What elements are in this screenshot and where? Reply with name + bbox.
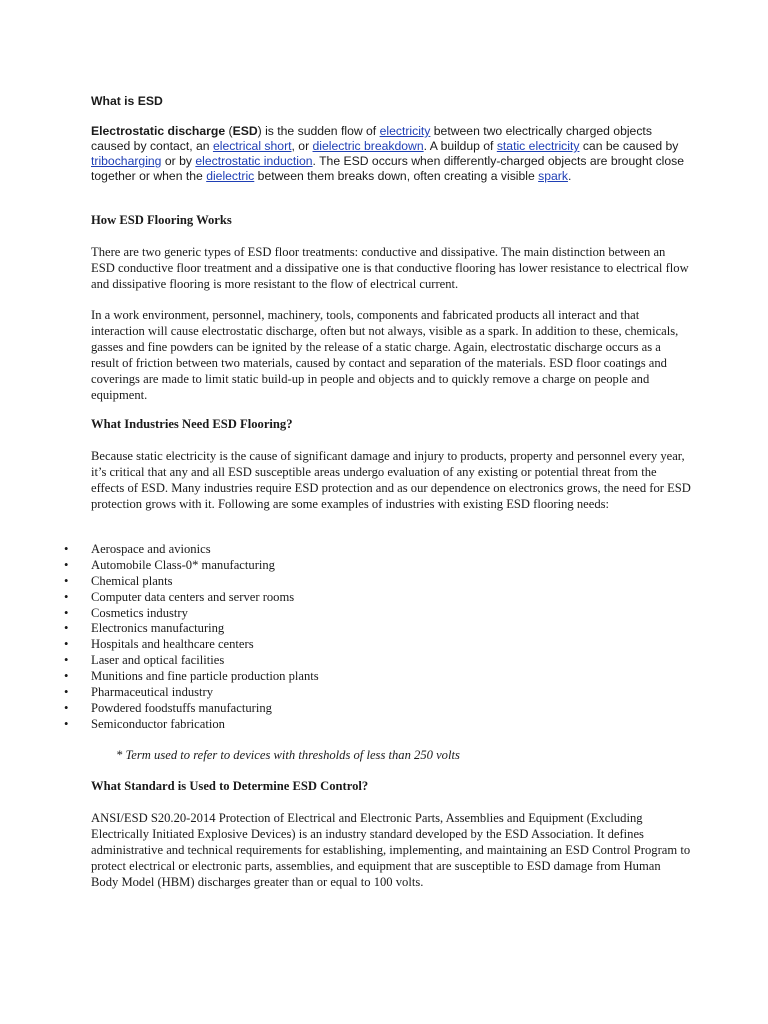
list-item-label: Automobile Class-0* manufacturing	[91, 557, 275, 572]
list-item-label: Cosmetics industry	[91, 605, 188, 620]
list-item	[0, 684, 319, 700]
text-span: (	[225, 124, 233, 138]
link-spark[interactable]: spark	[538, 169, 568, 183]
term-esd: ESD	[232, 124, 258, 138]
text-span: ) is the sudden flow of	[257, 124, 380, 138]
bullet: •	[64, 573, 69, 588]
list-item-label: Powdered foodstuffs manufacturing	[91, 700, 272, 715]
list-item-label: Pharmaceutical industry	[91, 685, 214, 700]
text-span: . The ESD occurs when differently-charged objects are brought close together or when the	[91, 154, 685, 183]
bullet: •	[64, 637, 69, 652]
text-span: between them breaks down, often creating a visible	[254, 169, 539, 183]
industries-list	[0, 541, 319, 732]
what-is-esd-heading: What is ESD	[91, 94, 163, 108]
list-item	[0, 636, 319, 652]
list-item	[0, 700, 319, 716]
link-dielectric-breakdown[interactable]: dielectric breakdown	[312, 139, 424, 153]
list-item	[0, 541, 319, 557]
bullet: •	[64, 716, 69, 731]
text-span: .	[567, 169, 572, 183]
text-span: . A buildup of	[423, 139, 497, 153]
list-item-label: Semiconductor fabrication	[91, 716, 225, 731]
bullet: •	[64, 621, 69, 636]
bullet: •	[64, 542, 69, 556]
text-span: between two electrically charged objects caused by contact, an	[91, 124, 652, 153]
bullet: •	[64, 685, 69, 700]
bullet: •	[64, 700, 69, 715]
list-item	[0, 716, 319, 732]
link-electrical-short[interactable]: electrical short	[212, 139, 292, 153]
link-static-electricity[interactable]: static electricity	[496, 139, 580, 153]
how-esd-flooring-works-heading: How ESD Flooring Works	[91, 213, 232, 227]
esd-definition-paragraph	[91, 124, 691, 184]
list-item	[0, 589, 319, 605]
link-tribocharging[interactable]: tribocharging	[91, 154, 162, 168]
flooring-types-paragraph: There are two generic types of ESD floor treatments: conductive and dissipative. The main distinction between an ESD conductive floor treatment and a dissipative one is that conductive flooring has lower resistance to electrical flow and dissipative flooring is more resistant to the flow of electrical current.	[91, 245, 689, 291]
list-item-label: Laser and optical facilities	[91, 653, 225, 668]
bullet: •	[64, 653, 69, 668]
link-electrostatic-induction[interactable]: electrostatic induction	[195, 154, 313, 168]
what-industries-heading: What Industries Need ESD Flooring?	[91, 417, 293, 431]
bullet: •	[64, 557, 69, 572]
bullet: •	[64, 669, 69, 684]
list-item-label: Computer data centers and server rooms	[91, 589, 295, 604]
list-item	[0, 620, 319, 636]
link-dielectric[interactable]: dielectric	[206, 169, 255, 183]
list-item-label: Chemical plants	[91, 573, 173, 588]
text-span: , or	[291, 139, 313, 153]
list-item	[0, 605, 319, 621]
list-item	[0, 573, 319, 589]
list-item-label: Aerospace and avionics	[91, 542, 211, 556]
what-standard-heading: What Standard is Used to Determine ESD Control?	[91, 779, 369, 793]
list-item-label: Hospitals and healthcare centers	[91, 637, 254, 652]
text-span: or by	[161, 154, 196, 168]
ansi-esd-standard-paragraph: ANSI/ESD S20.20-2014 Protection of Electrical and Electronic Parts, Assemblies and Equipment (Excluding Electrically Initiated Explosive Devices) is an industry standard developed by the ESD Association. It defines administrative and technical requirements for establishing, implementing, and maintaining an ESD Control Program to protect electrical or electronic parts, assemblies, and equipment that are susceptible to ESD damage from Human Body Model (HBM) discharges greater than or equal to 100 volts.	[91, 811, 691, 889]
industries-intro-paragraph: Because static electricity is the cause of significant damage and injury to products, property and personnel every year, it’s critical that any and all ESD susceptible areas undergo evaluation of any existing or potential threat from the effects of ESD. Many industries require ESD protection and as our dependence on electronics grows, the need for ESD protection grows with it. Following are some examples of industries with existing ESD flooring needs:	[91, 449, 691, 511]
list-item	[0, 652, 319, 668]
list-item	[0, 557, 319, 573]
link-electricity[interactable]: electricity	[379, 124, 431, 138]
list-item-label: Electronics manufacturing	[91, 621, 225, 636]
class-0-footnote: * Term used to refer to devices with thresholds of less than 250 volts	[116, 748, 460, 762]
bullet: •	[64, 605, 69, 620]
term-electrostatic-discharge: Electrostatic discharge	[91, 124, 226, 138]
list-item	[0, 668, 319, 684]
bullet: •	[64, 589, 69, 604]
work-environment-paragraph: In a work environment, personnel, machinery, tools, components and fabricated products all interact and that interaction will cause electrostatic discharge, often but not always, visible as a spark. In addition to these, chemicals, gasses and fine powders can be ignited by the release of a static charge. Again, electrostatic discharge occurs as a result of friction between two materials, caused by contact and separation of the materials. ESD floor coatings and coverings are made to limit static build-up in people and objects and to quickly remove a charge on people and equipment.	[91, 308, 679, 402]
list-item-label: Munitions and fine particle production plants	[91, 669, 319, 684]
text-span: can be caused by	[579, 139, 679, 153]
